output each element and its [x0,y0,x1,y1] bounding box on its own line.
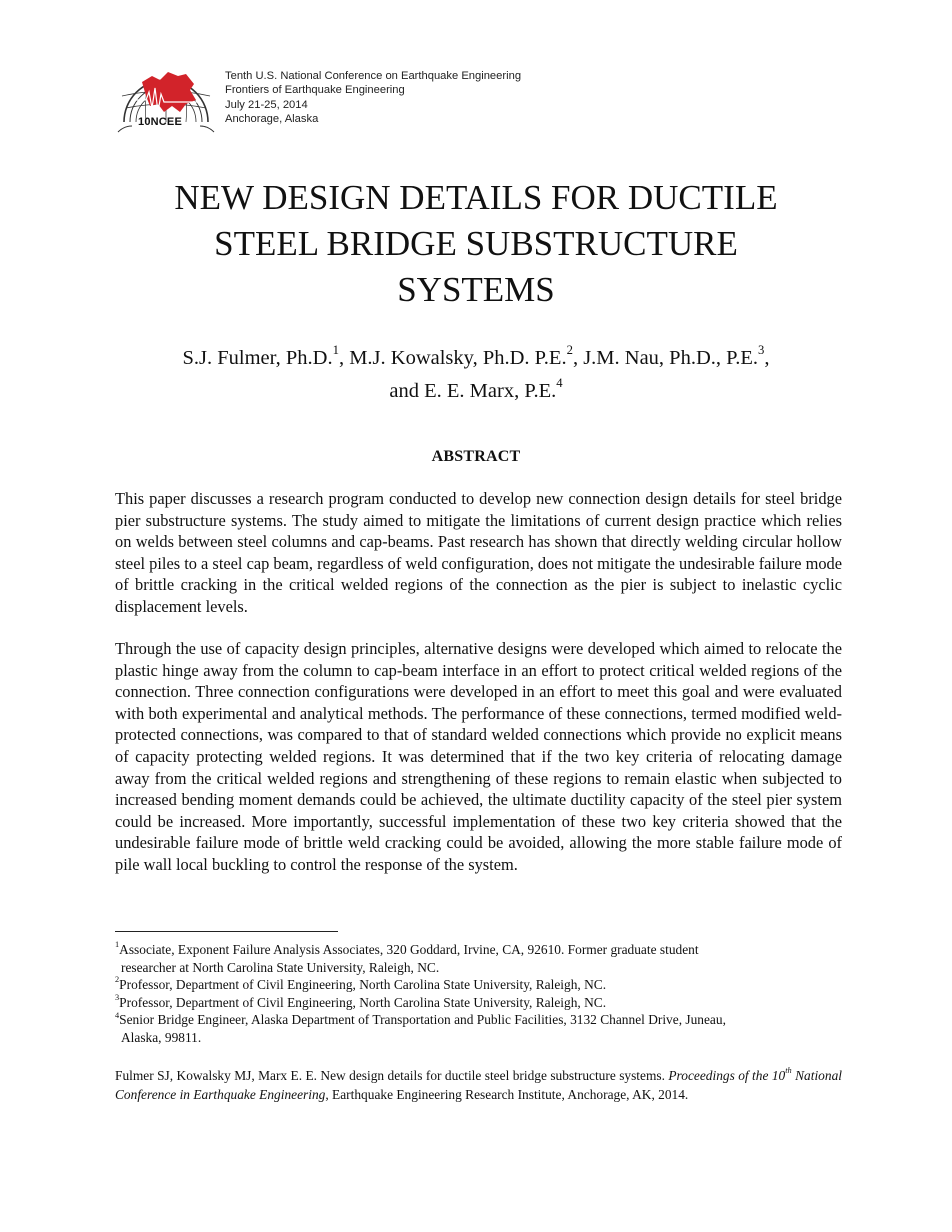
conference-header [116,56,816,136]
footnote [115,941,842,976]
footnote [115,994,842,1012]
footnote-number: 3 [115,993,120,1003]
author-separator: , [764,347,770,369]
paper-title [100,175,852,313]
affiliation-mark: 2 [566,343,573,358]
affiliation-mark: 4 [556,376,563,391]
footnotes [115,941,842,1047]
author-name: S.J. Fulmer, Ph.D. [182,347,333,369]
footnote-continuation: researcher at North Carolina State University, Raleigh, NC. [121,959,440,975]
footnote-number: 4 [115,1010,120,1020]
conference-dates: July 21-25, 2014 [225,98,308,111]
ordinal-suffix: th [785,1066,792,1076]
citation-tail: , Earthquake Engineering Research Institute, Anchorage, AK, 2014. [325,1086,689,1102]
title-line: SYSTEMS [397,270,555,309]
conference-info [225,69,521,126]
proceedings-title-b: National Conference in Earthquake Engineering [115,1068,842,1102]
citation [115,1067,842,1104]
conference-name: Tenth U.S. National Conference on Earthquake Engineering [225,70,522,82]
abstract-paragraph: Through the use of capacity design principles, alternative designs were developed which aimed to relocate the plastic hinge away from the column to cap-beam interface in an effort to protect critical welded regions of the connection. Three connection configurations were developed in an effort to meet this goal and were evaluated with both experimental and analytical methods. The performance of these connections, termed modified weld-protected connections, was compared to that of standard welded connections which provide no explicit means of capacity protecting welded regions. It was determined that if the two key criteria of relocating damage away from the critical welded regions and strengthening of these regions to remain elastic when subjected to increased bending moment demands could be achieved, the ultimate ductility capacity of the steel pier system could be increased. More importantly, successful implementation of these two key criteria showed that the undesirable failure mode of brittle weld cracking could be avoided, allowing the more stable failure mode of pile wall local buckling to control the response of the system. [115,639,842,874]
author-line-1 [100,342,852,375]
footnote-text: Professor, Department of Civil Engineering, North Carolina State University, Raleigh, NC. [119,994,607,1010]
conference-theme: Frontiers of Earthquake Engineering [225,84,405,97]
author-list [100,342,852,408]
author-name: , M.J. Kowalsky, Ph.D. P.E. [338,347,567,369]
citation-lead: Fulmer SJ, Kowalsky MJ, Marx E. E. New design details for ductile steel bridge substructure systems. [115,1068,669,1083]
logo-label: 10NCEE [138,116,182,128]
footnote-continuation: Alaska, 99811. [121,1029,202,1045]
abstract-heading: ABSTRACT [431,448,521,465]
footnote [115,976,842,994]
affiliation-mark: 3 [758,343,765,358]
footnote-number: 1 [115,940,120,950]
footnote-text: Senior Bridge Engineer, Alaska Department of Transportation and Public Facilities, 3132 Channel Drive, Juneau, [119,1012,726,1028]
footnote-divider [115,931,338,932]
abstract-paragraph: This paper discusses a research program conducted to develop new connection design details for steel bridge pier substructure systems. The study aimed to mitigate the limitations of current design practice which relies on welds between steel columns and cap-beams. Past research has shown that directly welding circular hollow steel piles to a steel cap beam, regardless of weld configuration, does not mitigate the undesirable failure mode of brittle cracking in the critical welded regions of the connection as the pier is subject to inelastic cyclic displacement levels. [115,489,842,616]
proceedings-title-a: Proceedings of the 10 [668,1068,786,1083]
title-line: NEW DESIGN DETAILS FOR DUCTILE [174,178,778,217]
author-name: and E. E. Marx, P.E. [389,380,557,402]
footnote [115,1011,842,1046]
footnote-text: Professor, Department of Civil Engineering, North Carolina State University, Raleigh, NC. [119,977,607,993]
author-name: , J.M. Nau, Ph.D., P.E. [572,347,759,369]
title-line: STEEL BRIDGE SUBSTRUCTURE [214,224,738,263]
affiliation-mark: 1 [332,343,339,358]
author-line-2 [100,375,852,408]
footnote-text: Associate, Exponent Failure Analysis Associates, 320 Goddard, Irvine, CA, 92610. Former graduate student [119,942,699,957]
conference-location: Anchorage, Alaska [225,112,319,125]
footnote-number: 2 [115,975,120,985]
